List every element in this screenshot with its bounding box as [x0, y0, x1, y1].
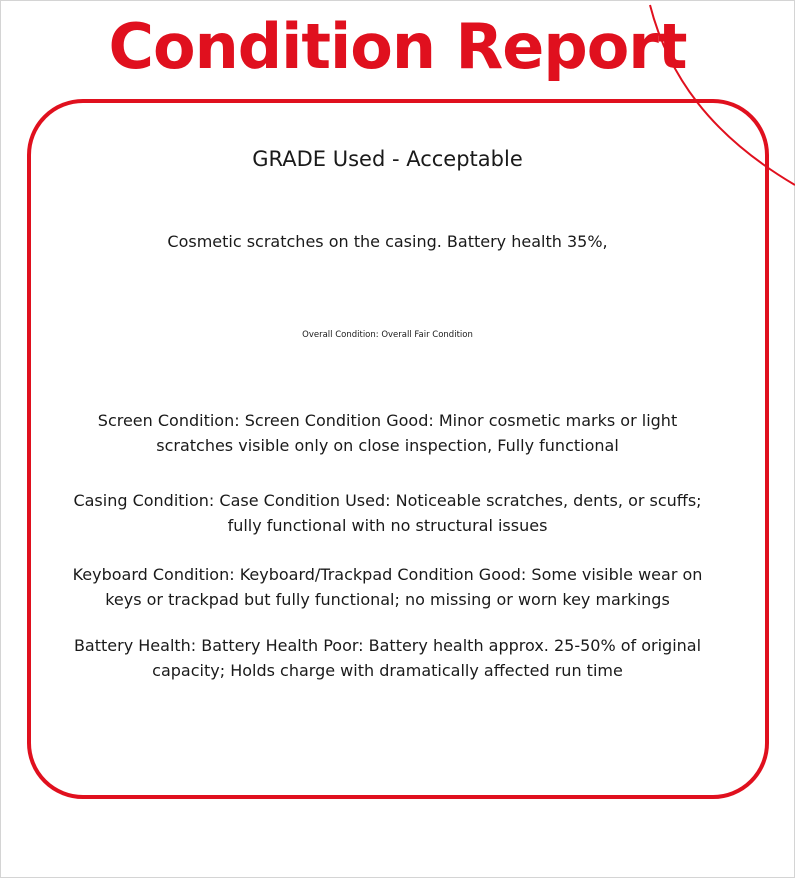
page-title: Condition Report	[108, 10, 687, 83]
battery-health: Battery Health: Battery Health Poor: Battery health approx. 25-50% of original capacity; Holds charge with dramatically affected run time	[73, 636, 702, 680]
grade-heading: GRADE Used - Acceptable	[252, 147, 523, 171]
condition-summary: Cosmetic scratches on the casing. Battery health 35%,	[167, 232, 608, 251]
overall-condition: Overall Condition: Overall Fair Condition	[302, 330, 473, 340]
screen-condition: Screen Condition: Screen Condition Good: Minor cosmetic marks or light scratches visible only on close inspection, Fully functional	[97, 411, 678, 455]
casing-condition: Casing Condition: Case Condition Used: Noticeable scratches, dents, or scuffs; fully functional with no structural issues	[73, 491, 702, 535]
keyboard-condition: Keyboard Condition: Keyboard/Trackpad Condition Good: Some visible wear on keys or trackpad but fully functional; no missing or worn key markings	[72, 565, 703, 609]
